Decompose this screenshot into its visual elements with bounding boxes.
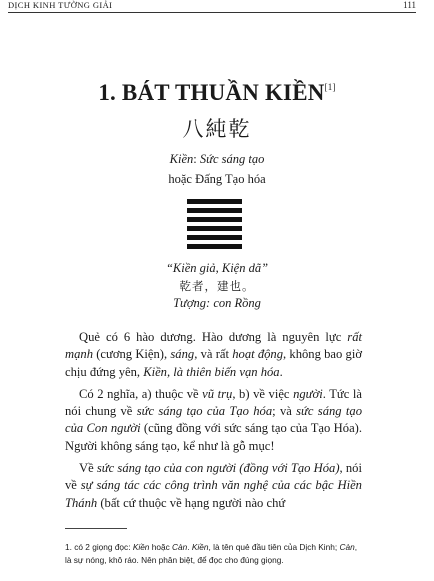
meaning-term: Kiền — [169, 152, 194, 166]
text-run: , nói về — [65, 461, 362, 493]
text-run: , là sự nóng, khô ráo. Nên phân biệt, để đọc cho đúng giọng. — [65, 542, 358, 565]
italic-text-run: người — [293, 386, 323, 401]
hexagram-line-solid — [187, 235, 242, 240]
header-rule — [8, 12, 416, 13]
text-run: ; và — [272, 404, 297, 419]
text-run: , b) về việc — [232, 386, 294, 401]
paragraph — [65, 329, 362, 381]
body-text — [65, 329, 362, 517]
text-run: Quẻ có 6 hào dương. Hào dương là nguyên lực — [79, 330, 348, 344]
paragraph — [65, 386, 362, 455]
text-run: 1. có 2 giọng đọc: — [65, 542, 133, 552]
meaning-alt-line: hoặc Đấng Tạo hóa — [168, 172, 266, 186]
chapter-title-text: 1. BÁT THUẦN KIỀN — [98, 80, 325, 105]
italic-text-run: Càn — [172, 542, 188, 552]
definition-quote: “Kiền giả, Kiện dã” — [165, 261, 269, 275]
text-run: (cương Kiện), — [93, 347, 171, 362]
italic-text-run: sáng — [170, 347, 195, 362]
italic-text-run: Kiền, là thiên biến vạn hóa — [143, 364, 280, 379]
chapter-title — [0, 80, 434, 106]
text-run: (cũng đồng với sức sáng tạo của Tạo Hóa). Người không sáng tạo, kể như là gỗ mục! — [65, 421, 362, 453]
italic-text-run: rất mạnh — [65, 330, 362, 362]
footnote-text — [65, 541, 365, 566]
text-run: hoặc — [149, 542, 173, 552]
footnote — [65, 541, 365, 566]
text-run: , không bao giờ chịu đứng yên, — [65, 347, 363, 379]
hexagram-figure — [187, 199, 242, 249]
definition-chinese: 乾者，建也。 — [179, 279, 255, 293]
italic-text-run: sức sáng tạo của Con người — [65, 404, 362, 436]
text-run: Về — [79, 461, 97, 476]
italic-text-run: Kiền — [191, 542, 209, 552]
hexagram-line-solid — [187, 199, 242, 204]
italic-text-run: hoạt động — [232, 347, 284, 362]
italic-text-run: vũ trụ — [202, 386, 233, 401]
text-run: , và rất — [194, 347, 233, 362]
hexagram-line-solid — [187, 217, 242, 222]
chinese-title: 八純乾 — [182, 117, 252, 141]
footnote-reference[interactable]: [1] — [324, 82, 336, 92]
text-run: (bất cứ thuộc về hạng người nào chứ — [97, 495, 286, 510]
hexagram-line-solid — [187, 208, 242, 213]
hexagram-line-solid — [187, 226, 242, 231]
image-symbol-line: Tượng: con Rồng — [173, 296, 261, 310]
italic-text-run: Kiền — [132, 542, 150, 552]
hexagram-line-solid — [187, 244, 242, 249]
footnote-rule — [65, 528, 127, 529]
running-head-title: DỊCH KINH TƯỜNG GIẢI — [8, 0, 113, 10]
meaning-separator: : — [193, 152, 200, 166]
text-run: Có 2 nghĩa, a) thuộc về — [79, 386, 203, 401]
italic-text-run: Càn — [339, 542, 355, 552]
paragraph — [65, 460, 362, 512]
text-run: , là tên quẻ đầu tiên của Dịch Kinh; — [208, 542, 340, 552]
text-run: . Tức là nói chung về — [65, 386, 362, 419]
italic-text-run: sự sáng tác các công trình văn nghệ của các bậc Hiền Thánh — [65, 478, 362, 510]
italic-text-run: sức sáng tạo của con người (đồng với Tạo Hóa) — [96, 461, 340, 476]
text-run: . — [279, 364, 283, 379]
text-run: . — [187, 542, 192, 552]
meaning-line — [0, 152, 434, 167]
meaning-gloss: Sức sáng tạo — [199, 152, 265, 166]
page-number: 111 — [403, 0, 416, 10]
italic-text-run: sức sáng tạo của Tạo hóa — [136, 404, 273, 419]
